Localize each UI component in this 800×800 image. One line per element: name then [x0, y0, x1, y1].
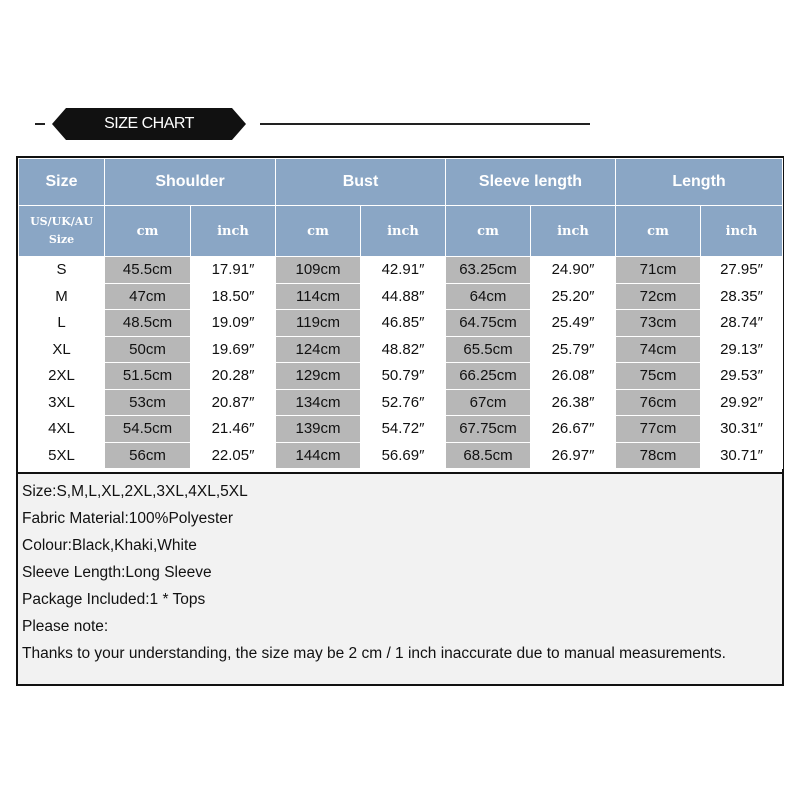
note-line: Package Included:1 * Tops: [22, 591, 206, 608]
inch-value-cell: 52.76″: [361, 389, 446, 416]
size-cell: 5XL: [19, 442, 105, 469]
cm-value-cell: 75cm: [616, 363, 701, 390]
unit-header-row: [19, 206, 783, 257]
size-cell: S: [19, 257, 105, 284]
cm-value-cell: 73cm: [616, 310, 701, 337]
note-line: Size:S,M,L,XL,2XL,3XL,4XL,5XL: [22, 483, 248, 500]
cm-value-cell: 54.5cm: [105, 416, 191, 443]
cm-value-cell: 64.75cm: [446, 310, 531, 337]
cm-value-cell: 109cm: [276, 257, 361, 284]
inch-value-cell: 26.97″: [531, 442, 616, 469]
cm-value-cell: 134cm: [276, 389, 361, 416]
note-line: Please note:: [22, 618, 109, 635]
banner-right-arrow: [232, 108, 246, 140]
cm-value-cell: 45.5cm: [105, 257, 191, 284]
inch-value-cell: 48.82″: [361, 336, 446, 363]
inch-value-cell: 30.71″: [701, 442, 783, 469]
unit-cm: cm: [616, 206, 701, 257]
unit-cm: cm: [276, 206, 361, 257]
banner-dash: [35, 123, 45, 125]
group-header-row: [19, 159, 783, 206]
inch-value-cell: 46.85″: [361, 310, 446, 337]
inch-value-cell: 54.72″: [361, 416, 446, 443]
inch-value-cell: 22.05″: [191, 442, 276, 469]
cm-value-cell: 51.5cm: [105, 363, 191, 390]
inch-value-cell: 30.31″: [701, 416, 783, 443]
cm-value-cell: 47cm: [105, 283, 191, 310]
cm-value-cell: 124cm: [276, 336, 361, 363]
size-chart: [16, 156, 784, 686]
size-cell: M: [19, 283, 105, 310]
cm-value-cell: 74cm: [616, 336, 701, 363]
size-table: [18, 158, 783, 469]
inch-value-cell: 19.69″: [191, 336, 276, 363]
cm-value-cell: 68.5cm: [446, 442, 531, 469]
unit-inch: inch: [361, 206, 446, 257]
inch-value-cell: 29.13″: [701, 336, 783, 363]
cm-value-cell: 76cm: [616, 389, 701, 416]
inch-value-cell: 18.50″: [191, 283, 276, 310]
header-bust: Bust: [276, 159, 446, 206]
table-row: [19, 416, 783, 443]
cm-value-cell: 67.75cm: [446, 416, 531, 443]
cm-value-cell: 56cm: [105, 442, 191, 469]
banner-title: SIZE CHART: [66, 108, 232, 140]
cm-value-cell: 78cm: [616, 442, 701, 469]
inch-value-cell: 21.46″: [191, 416, 276, 443]
cm-value-cell: 72cm: [616, 283, 701, 310]
table-row: [19, 310, 783, 337]
inch-value-cell: 20.87″: [191, 389, 276, 416]
cm-value-cell: 66.25cm: [446, 363, 531, 390]
size-cell: 4XL: [19, 416, 105, 443]
inch-value-cell: 28.35″: [701, 283, 783, 310]
inch-value-cell: 24.90″: [531, 257, 616, 284]
size-cell: 3XL: [19, 389, 105, 416]
header-shoulder: Shoulder: [105, 159, 276, 206]
unit-cm: cm: [446, 206, 531, 257]
cm-value-cell: 48.5cm: [105, 310, 191, 337]
product-notes: [18, 472, 782, 684]
table-row: [19, 336, 783, 363]
note-line: Colour:Black,Khaki,White: [22, 537, 197, 554]
banner-rule: [260, 123, 590, 125]
cm-value-cell: 144cm: [276, 442, 361, 469]
table-row: [19, 257, 783, 284]
cm-value-cell: 64cm: [446, 283, 531, 310]
unit-inch: inch: [531, 206, 616, 257]
size-cell: 2XL: [19, 363, 105, 390]
inch-value-cell: 25.20″: [531, 283, 616, 310]
inch-value-cell: 28.74″: [701, 310, 783, 337]
note-line: Fabric Material:100%Polyester: [22, 510, 234, 527]
table-row: [19, 442, 783, 469]
inch-value-cell: 25.79″: [531, 336, 616, 363]
cm-value-cell: 114cm: [276, 283, 361, 310]
inch-value-cell: 56.69″: [361, 442, 446, 469]
banner-left-arrow: [52, 108, 66, 140]
inch-value-cell: 29.92″: [701, 389, 783, 416]
inch-value-cell: 26.67″: [531, 416, 616, 443]
unit-cm: cm: [105, 206, 191, 257]
header-size: Size: [19, 159, 105, 206]
table-row: [19, 363, 783, 390]
inch-value-cell: 44.88″: [361, 283, 446, 310]
inch-value-cell: 27.95″: [701, 257, 783, 284]
table-row: [19, 283, 783, 310]
cm-value-cell: 63.25cm: [446, 257, 531, 284]
cm-value-cell: 139cm: [276, 416, 361, 443]
cm-value-cell: 71cm: [616, 257, 701, 284]
inch-value-cell: 26.38″: [531, 389, 616, 416]
unit-inch: inch: [191, 206, 276, 257]
cm-value-cell: 77cm: [616, 416, 701, 443]
cm-value-cell: 119cm: [276, 310, 361, 337]
inch-value-cell: 42.91″: [361, 257, 446, 284]
cm-value-cell: 129cm: [276, 363, 361, 390]
size-chart-banner: [0, 104, 800, 144]
header-length: Length: [616, 159, 783, 206]
inch-value-cell: 20.28″: [191, 363, 276, 390]
inch-value-cell: 50.79″: [361, 363, 446, 390]
size-cell: L: [19, 310, 105, 337]
inch-value-cell: 19.09″: [191, 310, 276, 337]
inch-value-cell: 17.91″: [191, 257, 276, 284]
table-row: [19, 389, 783, 416]
note-line: Sleeve Length:Long Sleeve: [22, 564, 212, 581]
inch-value-cell: 26.08″: [531, 363, 616, 390]
cm-value-cell: 67cm: [446, 389, 531, 416]
unit-inch: inch: [701, 206, 783, 257]
cm-value-cell: 53cm: [105, 389, 191, 416]
cm-value-cell: 50cm: [105, 336, 191, 363]
size-cell: XL: [19, 336, 105, 363]
inch-value-cell: 29.53″: [701, 363, 783, 390]
header-size-region: US/UK/AU Size: [19, 206, 105, 257]
cm-value-cell: 65.5cm: [446, 336, 531, 363]
note-line: Thanks to your understanding, the size may be 2 cm / 1 inch inaccurate due to manual measurements.: [22, 645, 726, 662]
header-sleeve-length: Sleeve length: [446, 159, 616, 206]
inch-value-cell: 25.49″: [531, 310, 616, 337]
